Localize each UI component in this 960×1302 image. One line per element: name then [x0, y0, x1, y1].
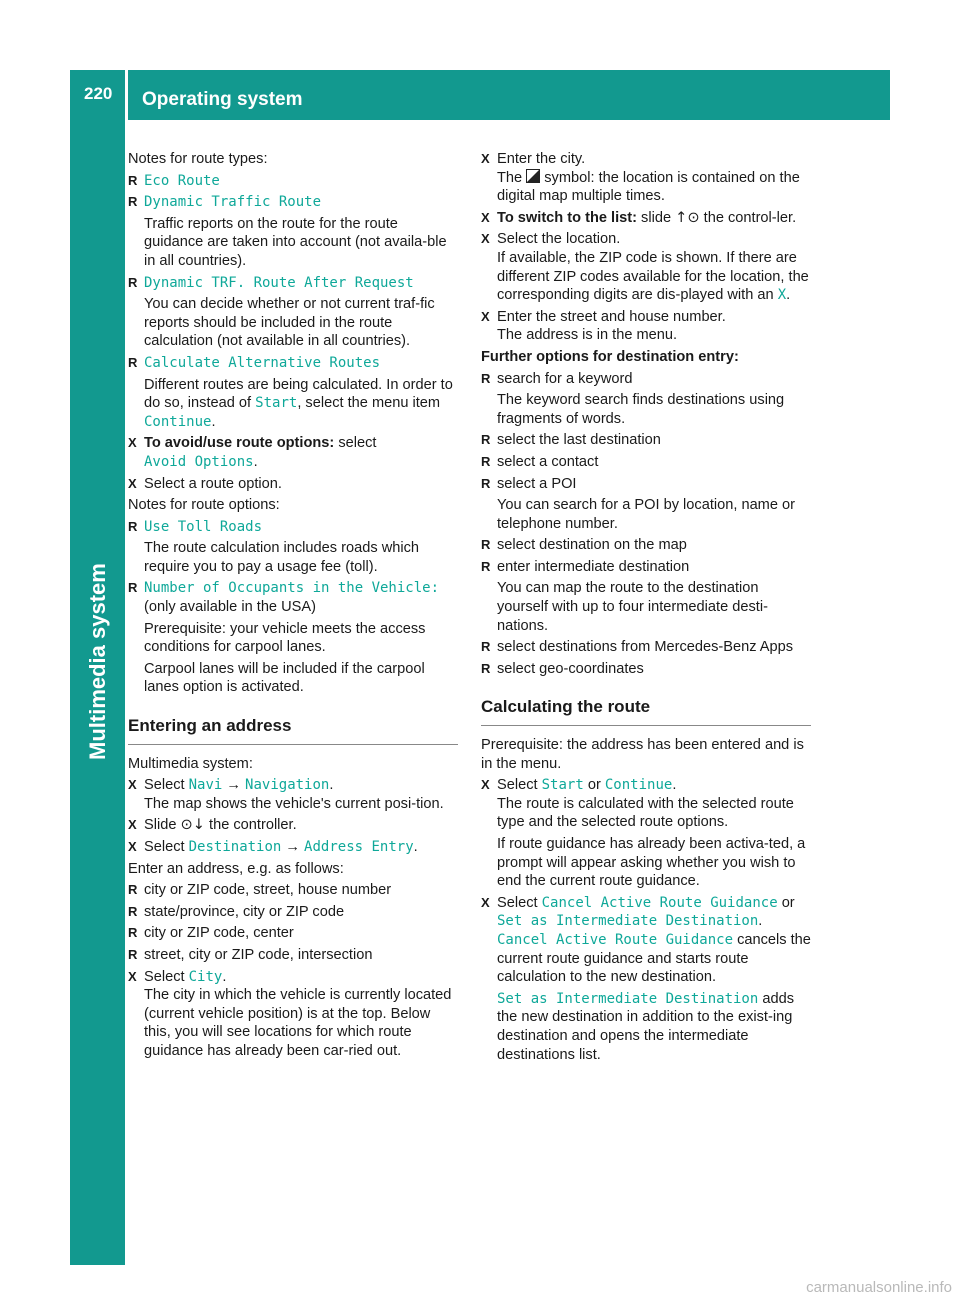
step [128, 968, 458, 1061]
header-divider [125, 70, 128, 120]
text: Select [144, 968, 189, 985]
text: . [758, 913, 763, 930]
text: Select [144, 777, 189, 794]
page-title: Operating system [142, 89, 303, 110]
controller-up-icon: ↑⊙ [675, 208, 700, 226]
set-intermediate-desc [481, 990, 811, 1064]
chapter-sidebar [70, 120, 125, 1265]
menu-item-avoid-options: Avoid Options [144, 453, 254, 470]
text: Enter the city. [497, 151, 586, 167]
text: The map shows the vehicle's current posi-tion. [144, 795, 444, 812]
text: or [777, 894, 795, 911]
menu-item-start: Start [255, 395, 298, 412]
page-header [70, 70, 890, 120]
step [128, 838, 458, 857]
text: If available, the ZIP code is shown. If there are different ZIP codes available for the location, the corresponding digits are dis-played with an [497, 249, 809, 304]
multiple-locations-icon [526, 169, 540, 183]
text: the controller. [204, 817, 297, 834]
list-item [128, 193, 458, 212]
text: . [413, 839, 418, 855]
text: Slide [144, 817, 181, 834]
text: the control-ler. [699, 209, 797, 226]
step [128, 816, 458, 835]
calc-alt-desc [128, 376, 458, 432]
menu-item-continue: Continue [144, 413, 212, 430]
text: or [583, 777, 605, 794]
text: select [334, 435, 377, 452]
menu-item-eco-route: Eco Route [144, 172, 220, 189]
menu-item-cancel-guidance: Cancel Active Route Guidance [541, 894, 778, 911]
menu-item-calc-alt: Calculate Alternative Routes [144, 354, 381, 371]
menu-item-navi: Navi [188, 777, 223, 794]
text: The address is in the menu. [497, 327, 678, 344]
poi-desc: You can search for a POI by location, name or telephone number. [497, 497, 795, 532]
menu-item-dynamic-trf: Dynamic TRF. Route After Request [144, 274, 414, 291]
menu-item-use-toll: Use Toll Roads [144, 518, 263, 535]
step [481, 308, 811, 345]
text: The route is calculated with the selected route type and the selected route options. [497, 795, 794, 831]
page-number: 220 [84, 84, 113, 103]
step [128, 434, 458, 471]
list-item: R enter intermediate destination [481, 558, 811, 577]
left-column [128, 150, 458, 1064]
list-item [128, 579, 458, 598]
step: X Select a route option. [128, 475, 458, 494]
list-item [128, 172, 458, 191]
list-item: R select a contact [481, 453, 811, 472]
list-item: R select a POI [481, 475, 811, 494]
list-item: R select destinations from Mercedes-Benz Apps [481, 638, 811, 657]
multimedia-system: Multimedia system: [128, 755, 253, 772]
dynamic-traffic-desc: Traffic reports on the route for the route guidance are taken into account (not availa-ble in all countries). [144, 215, 447, 269]
text: . [253, 453, 258, 470]
text: . [222, 968, 227, 985]
menu-item-start: Start [541, 777, 584, 794]
keyword-desc: The keyword search finds destinations using fragments of words. [497, 392, 785, 427]
step [128, 776, 458, 813]
menu-item-set-intermediate: Set as Intermediate Destination [497, 913, 759, 930]
text: Select [144, 839, 189, 855]
menu-item-continue: Continue [604, 777, 673, 794]
list-item: R select geo-coordinates [481, 660, 811, 679]
text: adds the new destination in addition to the exist-ing destination and opens the intermediate destinations list. [497, 990, 794, 1063]
step [481, 209, 811, 228]
step [481, 894, 811, 987]
notes-route-types: Notes for route types: [128, 151, 268, 167]
further-options-heading: Further options for destination entry: [481, 348, 739, 365]
text: Select the location. [497, 231, 621, 248]
arrow-icon: → [222, 777, 246, 794]
step [481, 230, 811, 304]
list-item: R search for a keyword [481, 370, 811, 389]
text: Select [497, 894, 542, 911]
text: symbol: the location is contained on the digital map multiple times. [497, 169, 800, 205]
list-item [128, 518, 458, 537]
menu-item-address-entry: Address Entry [304, 839, 414, 855]
list-item: R city or ZIP code, street, house number [128, 881, 458, 900]
menu-item-x: X [777, 287, 787, 304]
menu-item-set-intermediate: Set as Intermediate Destination [497, 990, 759, 1007]
dynamic-trf-desc: You can decide whether or not current traf-fic reports should be included in the route calculation (not available in all countries). [144, 296, 435, 350]
avoid-label: To avoid/use route options: [144, 435, 335, 452]
already-active: If route guidance has already been activa-ted, a prompt will appear asking whether you wish to end the current route guidance. [497, 836, 806, 890]
text: . [329, 777, 334, 794]
text: . [211, 413, 216, 430]
section-heading-calculating: Calculating the route [481, 698, 811, 726]
text: . [786, 287, 791, 304]
right-column [481, 150, 811, 1067]
intermediate-desc: You can map the route to the destination yourself with up to four intermediate desti-nations. [497, 580, 768, 634]
section-heading-entering: Entering an address [128, 717, 458, 745]
menu-item-navigation: Navigation [245, 777, 330, 794]
use-toll-desc: The route calculation includes roads which require you to pay a usage fee (toll). [144, 540, 420, 575]
list-item: R state/province, city or ZIP code [128, 903, 458, 922]
chapter-label: Multimedia system [85, 563, 110, 760]
text: , select the menu item [297, 395, 441, 412]
menu-item-city: City [188, 968, 223, 985]
text: cancels the current route guidance and starts route calculation to the new destination. [497, 931, 811, 986]
list-item: R city or ZIP code, center [128, 924, 458, 943]
text: The [497, 169, 527, 186]
list-item: R select destination on the map [481, 536, 811, 555]
step [481, 776, 811, 832]
list-item: R street, city or ZIP code, intersection [128, 946, 458, 965]
text: slide [637, 209, 676, 226]
list-item [128, 354, 458, 373]
menu-item-destination: Destination [188, 839, 282, 855]
menu-item-cancel-guidance: Cancel Active Route Guidance [497, 931, 734, 948]
step [481, 150, 811, 206]
occupants-prereq: Prerequisite: your vehicle meets the access conditions for carpool lanes. [144, 620, 426, 656]
list-item: R select the last destination [481, 431, 811, 450]
list-item [128, 274, 458, 293]
occupants-carpool: Carpool lanes will be included if the carpool lanes option is activated. [144, 660, 425, 696]
arrow-icon: → [281, 839, 305, 855]
occupants-note: (only available in the USA) [144, 599, 316, 616]
prereq: Prerequisite: the address has been entered and is in the menu. [481, 737, 804, 772]
switch-label: To switch to the list: [497, 209, 637, 226]
controller-slide-icon: ⊙↓ [180, 816, 205, 834]
enter-address: Enter an address, e.g. as follows: [128, 860, 344, 877]
watermark: carmanualsonline.info [806, 1279, 952, 1296]
menu-item-occupants: Number of Occupants in the Vehicle: [144, 580, 440, 597]
text: Select [497, 777, 542, 794]
notes-route-options: Notes for route options: [128, 497, 280, 514]
text: . [672, 777, 677, 794]
text: The city in which the vehicle is currently located (current vehicle position) is at the top. Below this, you will see locations for which route guidance has already been car-ried out. [144, 987, 452, 1059]
text: Enter the street and house number. [497, 308, 726, 325]
text: Different routes are being calculated. In order to do so, instead of [144, 376, 453, 412]
menu-item-dynamic-traffic-route: Dynamic Traffic Route [144, 194, 322, 211]
